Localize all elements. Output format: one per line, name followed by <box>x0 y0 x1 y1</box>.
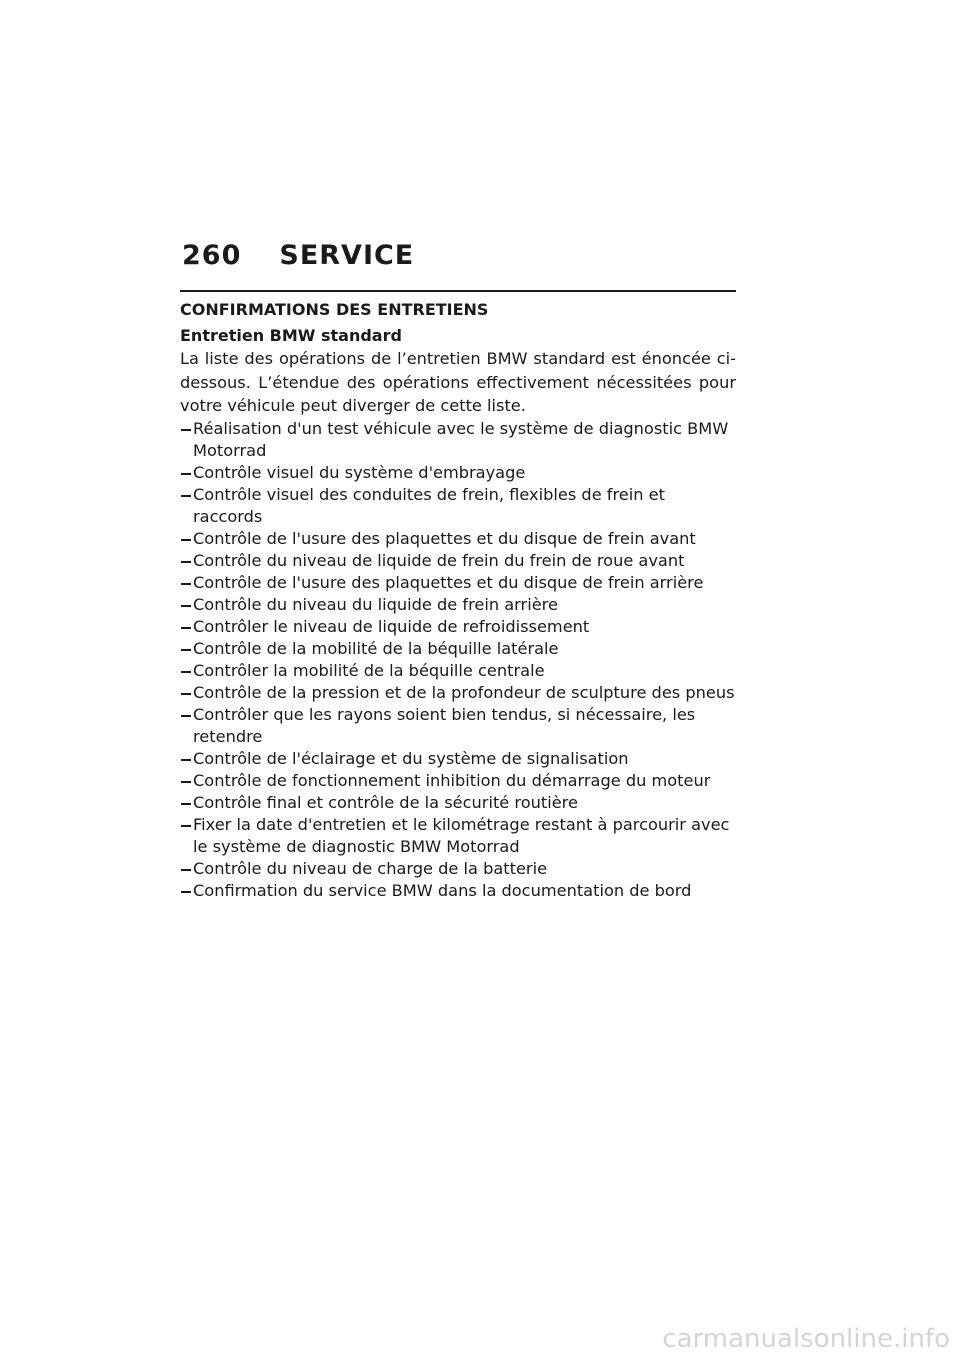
checklist-item-text: Contrôle du niveau du liquide de frein arrière <box>193 594 558 614</box>
checklist-item <box>180 572 736 594</box>
checklist-item-text: Fixer la date d'entretien et le kilométrage restant à parcourir avec le système de diagnostic BMW Motorrad <box>193 814 730 856</box>
checklist-item-text: Confirmation du service BMW dans la documentation de bord <box>193 880 692 900</box>
checklist-item-text: Contrôle de la pression et de la profondeur de sculpture des pneus <box>193 682 735 702</box>
checklist-item <box>180 528 736 550</box>
checklist-item <box>180 858 736 880</box>
checklist-item <box>180 550 736 572</box>
checklist-item <box>180 594 736 616</box>
checklist-item-text: Contrôle visuel des conduites de frein, flexibles de frein et raccords <box>193 484 665 526</box>
page-number: 260 <box>182 240 242 271</box>
checklist-item <box>180 660 736 682</box>
checklist-item <box>180 462 736 484</box>
checklist-item <box>180 616 736 638</box>
checklist-item <box>180 682 736 704</box>
checklist-item <box>180 770 736 792</box>
checklist-item <box>180 748 736 770</box>
checklist-item-text: Contrôle de la mobilité de la béquille latérale <box>193 638 559 658</box>
checklist-item <box>180 814 736 858</box>
maintenance-checklist <box>180 418 736 902</box>
checklist-item <box>180 792 736 814</box>
checklist-item-text: Contrôle de l'éclairage et du système de signalisation <box>193 748 629 768</box>
page-header <box>182 240 414 271</box>
checklist-item-text: Contrôle de l'usure des plaquettes et du disque de frein arrière <box>193 572 704 592</box>
checklist-item <box>180 704 736 748</box>
checklist-item-text: Contrôler la mobilité de la béquille centrale <box>193 660 545 680</box>
checklist-item-text: Réalisation d'un test véhicule avec le système de diagnostic BMW Motorrad <box>193 418 729 460</box>
intro-paragraph: La liste des opérations de l’entretien BMW standard est énoncée ci-dessous. L’étendue des opérations effectivement nécessitées pour votre véhicule peut diverger de cette liste. <box>180 349 736 415</box>
section-title: CONFIRMATIONS DES ENTRETIENS <box>180 290 736 321</box>
checklist-item <box>180 638 736 660</box>
checklist-item <box>180 418 736 462</box>
checklist-item-text: Contrôle du niveau de charge de la batterie <box>193 858 548 878</box>
checklist-item-text: Contrôle final et contrôle de la sécurité routière <box>193 792 578 812</box>
checklist-item <box>180 880 736 902</box>
checklist-item-text: Contrôler le niveau de liquide de refroidissement <box>193 616 590 636</box>
page-content <box>180 290 736 902</box>
checklist-item-text: Contrôle de l'usure des plaquettes et du disque de frein avant <box>193 528 696 548</box>
checklist-item-text: Contrôle de fonctionnement inhibition du démarrage du moteur <box>193 770 711 790</box>
subsection-title: Entretien BMW standard <box>180 326 402 345</box>
checklist-item-text: Contrôler que les rayons soient bien tendus, si nécessaire, les retendre <box>193 704 696 746</box>
checklist-item-text: Contrôle visuel du système d'embrayage <box>193 462 526 482</box>
checklist-item-text: Contrôle du niveau de liquide de frein du frein de roue avant <box>193 550 685 570</box>
chapter-title: SERVICE <box>279 240 415 271</box>
checklist-item <box>180 484 736 528</box>
site-watermark: carmanualsonline.info <box>662 1324 950 1354</box>
